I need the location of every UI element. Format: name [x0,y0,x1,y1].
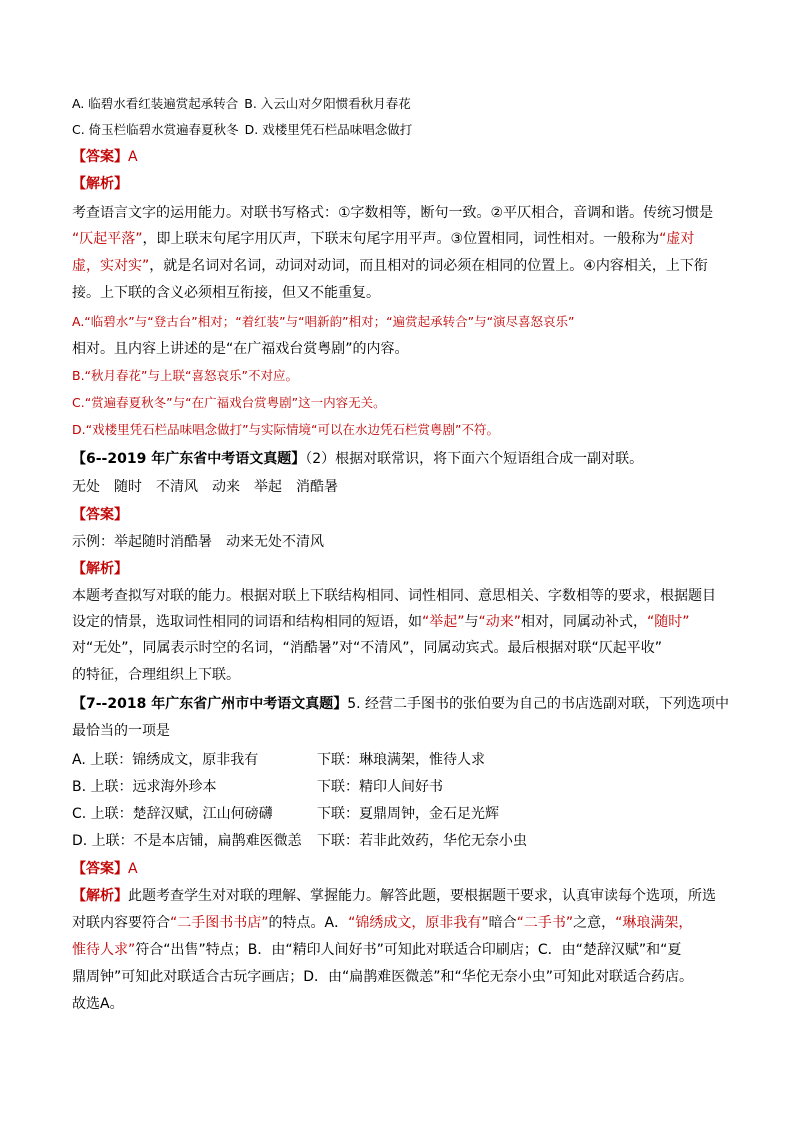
q7-analysis-line: 鼎周钟”可知此对联适合古玩字画店；D．由“扁鹊难医微恙”和“华佗无奈小虫”可知此对联适合药店。 [72,969,694,985]
q5-analysis-line: “仄起平落”，即上联末句尾字用仄声，下联末句尾字用平声。③位置相同，词性相对。一般称为“虚对 [72,231,695,247]
q7-heading [72,694,729,714]
q5-option-c: C. 倚玉栏临碧水赏遍春夏秋冬 [72,122,239,137]
q5-option-a: A. 临碧水看红装遍赏起承转合 [72,96,239,111]
q5-analysis-line: 接。上下联的含义必须相互衔接，但又不能重复。 [72,285,380,301]
q7-option-d: D. 上联：不是本店铺，扁鹊难医微恙 下联：若非此效药，华佗无奈小虫 [72,833,527,849]
q7-answer-line: 【答案】A [72,861,138,877]
q5-answer-value: A [128,149,138,165]
q7-option-a: A. 上联：锦绣成文，原非我有 下联：琳琅满架，惟待人求 [72,752,485,768]
q6-analysis-line: 设定的情景，选取词性相同的词语和结构相同的短语，如“举起”与“动来”相对，同属动补式，“随时” [72,614,690,630]
q7-analysis-line: 【解析】此题考查学生对对联的理解、掌握能力。解答此题，要根据题干要求，认真审读每个选项，所选 [72,888,716,904]
q6-analysis-line: 对“无处”，同属表示时空的名词，“消酷暑”对“不清风”，同属动宾式。最后根据对联“仄起平收” [72,640,663,656]
q6-title: 【6--2019 年广东省中考语文真题】 [72,451,306,467]
q6-phrases: 无处 随时 不清风 动来 举起 消酷暑 [72,479,338,495]
q7-option-b: B. 上联：远求海外珍本 下联：精印人间好书 [72,779,443,795]
q6-analysis-tag: 【解析】 [72,561,128,577]
q5-analysis-line: C.“赏遍春夏秋冬”与“在广福戏台赏粤剧”这一内容无关。 [72,395,386,410]
q7-option-c: C. 上联：楚辞汉赋，江山何磅礴 下联：夏鼎周钟，金石足光辉 [72,806,499,822]
q5-analysis-line: A.“临碧水”与“登古台”相对；“着红装”与“唱新韵”相对；“遍赏起承转合”与“演尽喜怒哀乐” [72,314,575,329]
q6-prompt: （2）根据对联常识，将下面六个短语组合成一副对联。 [305,451,644,467]
q6-answer: 示例：举起随时消酷暑 动来无处不清风 [72,534,324,550]
q6-analysis-line: 本题考查拟写对联的能力。根据对联上下联结构相同、词性相同、意思相关、字数相等的要求，根据题目 [72,588,716,604]
q7-analysis-line: 故选A。 [72,996,124,1012]
q5-answer-line [72,147,138,167]
q5-analysis-line: D.“戏楼里凭石栏品味唱念做打”与实际情境“可以在水边凭石栏赏粤剧”不符。 [72,422,500,437]
q5-analysis-tag: 【解析】 [72,176,128,192]
q7-title: 【7--2018 年广东省广州市中考语文真题】 [72,696,348,712]
q5-analysis-line: 相对。且内容上讲述的是“在广福戏台赏粤剧”的内容。 [72,341,409,357]
q5-analysis-line: 虚，实对实”，就是名词对名词，动词对动词，而且相对的词必须在相同的位置上。④内容相关，上下衔 [72,258,708,274]
q5-options-row-2 [72,120,412,140]
q7-answer-value: A [128,861,138,877]
q6-heading [72,449,643,469]
q5-analysis-line: B.“秋月春花”与上联“喜怒哀乐”不对应。 [72,368,298,383]
q5-analysis-line: 考查语言文字的运用能力。对联书写格式：①字数相等，断句一致。②平仄相合，音调和谐。传统习惯是 [72,205,714,221]
q7-analysis-line: 惟待人求”符合“出售”特点；B．由“精印人间好书”可知此对联适合印刷店；C．由“楚辞汉赋”和“夏 [72,942,682,958]
q7-analysis-line: 对联内容要符合“二手图书书店”的特点。A．“锦绣成文，原非我有”暗合“二手书”之意，“琳琅满架， [72,915,693,931]
q6-answer-tag: 【答案】 [72,507,128,523]
q5-option-b: B. 入云山对夕阳惯看秋月春花 [244,96,411,111]
q7-prompt: 5. 经营二手图书的张伯要为自己的书店选副对联，下列选项中 [347,696,730,712]
q5-options-row-1 [72,94,411,114]
answer-tag: 【答案】 [72,149,128,165]
q7-prompt-cont: 最恰当的一项是 [72,723,170,739]
q5-option-d: D. 戏楼里凭石栏品味唱念做打 [244,122,413,137]
q6-analysis-line: 的特征，合理组织上下联。 [72,667,240,683]
